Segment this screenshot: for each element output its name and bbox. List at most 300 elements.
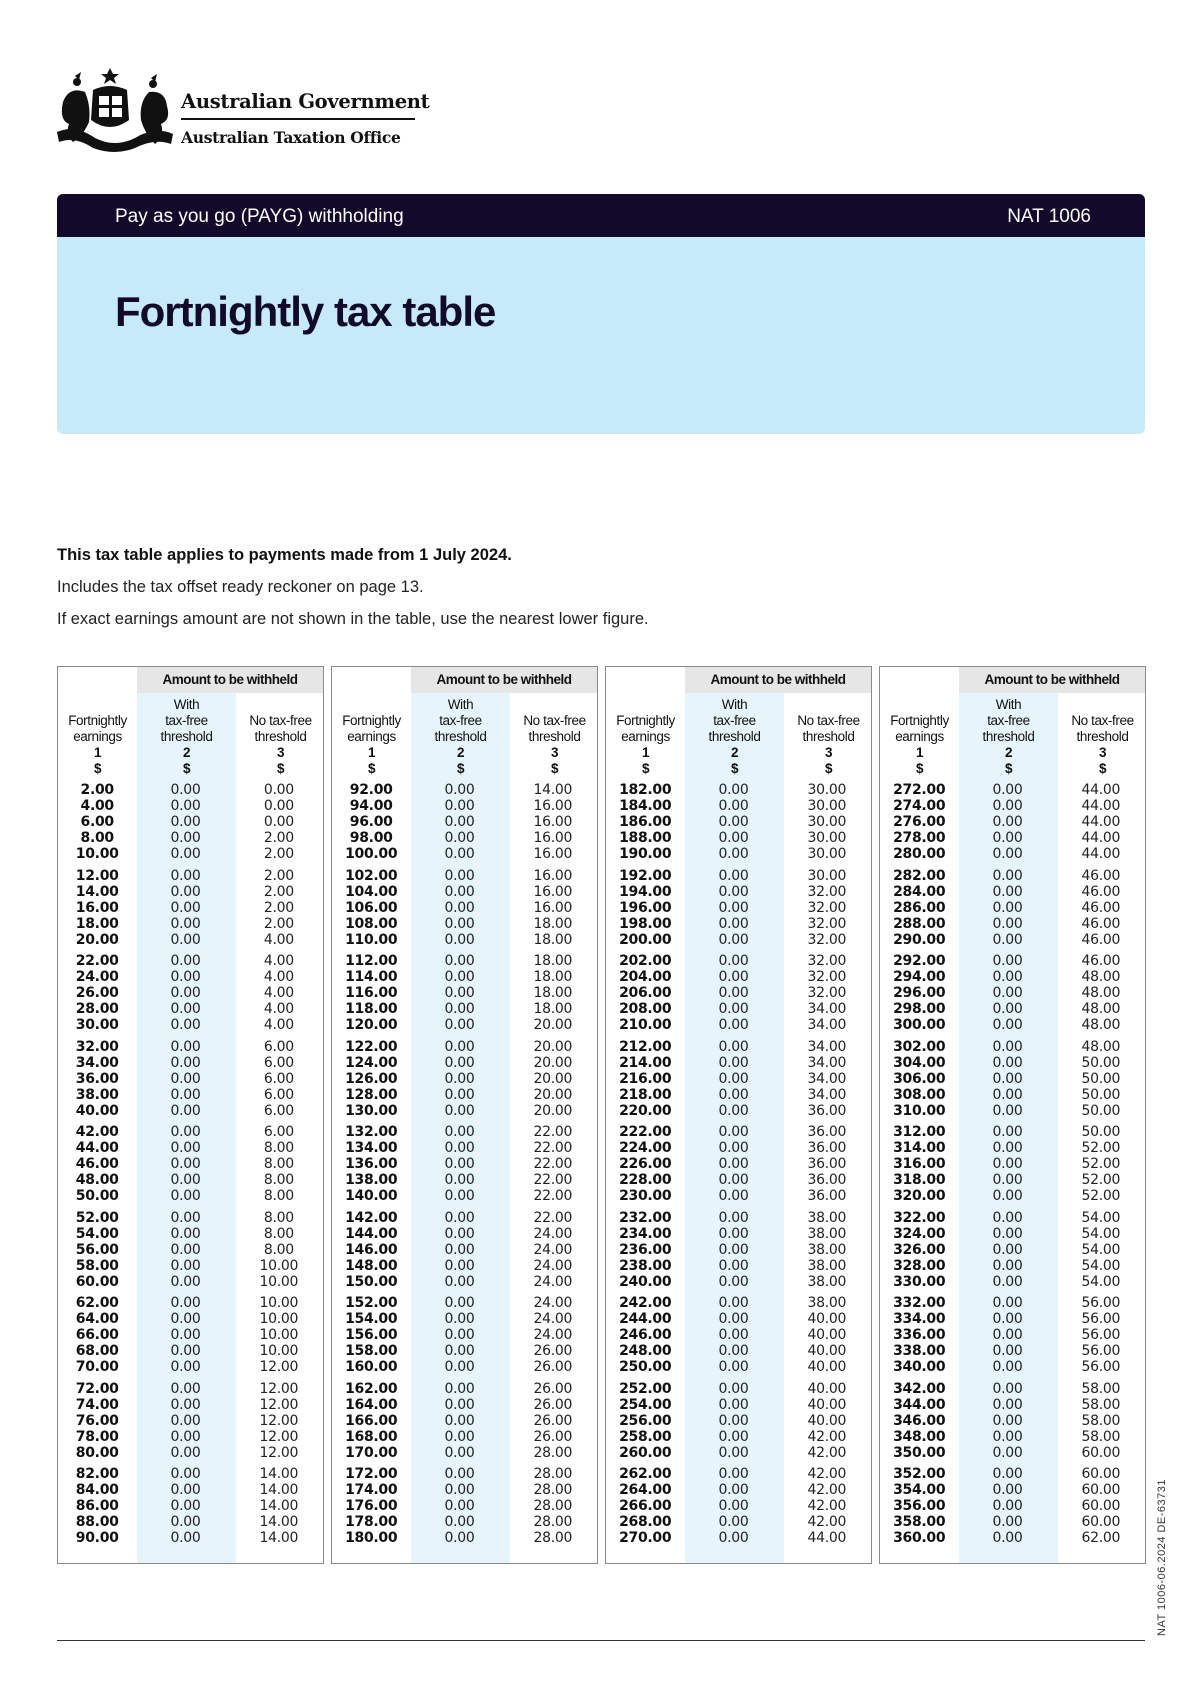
col3-line1: No tax-free bbox=[1071, 713, 1134, 728]
no-threshold-cell: 62.00 bbox=[1081, 1530, 1121, 1546]
no-threshold-cell: 20.00 bbox=[533, 1017, 573, 1033]
earnings-cell: 82.00 bbox=[75, 1466, 119, 1482]
table-row bbox=[880, 1327, 1145, 1343]
with-threshold-cell: 0.00 bbox=[170, 1209, 201, 1226]
no-threshold-column-header bbox=[784, 697, 872, 777]
with-threshold-cell: 0.00 bbox=[718, 1172, 749, 1188]
with-threshold-cell: 0.00 bbox=[444, 1225, 475, 1242]
no-threshold-cell: 6.00 bbox=[263, 1038, 294, 1055]
no-threshold-cell: 26.00 bbox=[533, 1396, 573, 1413]
no-threshold-cell: 20.00 bbox=[533, 1038, 573, 1055]
with-threshold-cell: 0.00 bbox=[170, 1086, 201, 1103]
no-threshold-cell: 58.00 bbox=[1081, 1380, 1121, 1397]
table-row bbox=[880, 1466, 1145, 1482]
with-threshold-cell: 0.00 bbox=[718, 953, 749, 969]
with-threshold-cell: 0.00 bbox=[170, 830, 201, 846]
earnings-cell: 312.00 bbox=[893, 1124, 946, 1140]
col3-number: 3 bbox=[1098, 745, 1107, 760]
no-threshold-cell: 56.00 bbox=[1081, 1359, 1121, 1375]
table-row bbox=[58, 1359, 323, 1375]
earnings-cell: 170.00 bbox=[345, 1444, 398, 1461]
with-threshold-cell: 0.00 bbox=[444, 985, 475, 1001]
table-row bbox=[332, 1017, 597, 1033]
with-threshold-cell: 0.00 bbox=[170, 1140, 201, 1156]
table-row bbox=[332, 1156, 597, 1172]
earnings-cell: 166.00 bbox=[345, 1412, 398, 1429]
table-row bbox=[58, 1210, 323, 1226]
with-threshold-cell: 0.00 bbox=[444, 1530, 475, 1546]
earnings-cell: 74.00 bbox=[75, 1396, 119, 1413]
no-threshold-cell: 18.00 bbox=[533, 915, 573, 932]
earnings-cell: 338.00 bbox=[893, 1343, 946, 1359]
earnings-cell: 178.00 bbox=[345, 1514, 398, 1530]
earnings-cell: 176.00 bbox=[345, 1498, 398, 1514]
no-threshold-cell: 18.00 bbox=[533, 985, 573, 1001]
earnings-cell: 252.00 bbox=[619, 1380, 672, 1397]
no-threshold-cell: 36.00 bbox=[807, 1156, 847, 1172]
with-threshold-cell: 0.00 bbox=[444, 1514, 475, 1530]
with-threshold-cell: 0.00 bbox=[992, 1209, 1023, 1226]
no-threshold-cell: 50.00 bbox=[1081, 1070, 1121, 1087]
with-threshold-cell: 0.00 bbox=[170, 1070, 201, 1087]
table-row bbox=[606, 782, 871, 798]
table-row bbox=[332, 1001, 597, 1017]
no-threshold-cell: 34.00 bbox=[807, 1054, 847, 1071]
table-row bbox=[606, 953, 871, 969]
no-threshold-cell: 8.00 bbox=[263, 1241, 294, 1258]
table-row bbox=[332, 1381, 597, 1397]
no-threshold-cell: 10.00 bbox=[259, 1273, 299, 1290]
col2-number: 2 bbox=[730, 745, 739, 760]
table-row bbox=[58, 1295, 323, 1311]
earnings-cell: 150.00 bbox=[345, 1273, 398, 1290]
col2-line2: tax-free bbox=[439, 713, 482, 728]
table-row bbox=[606, 1188, 871, 1204]
col1-currency: $ bbox=[93, 761, 102, 776]
table-row bbox=[880, 953, 1145, 969]
with-threshold-cell: 0.00 bbox=[444, 1359, 475, 1375]
no-threshold-cell: 34.00 bbox=[807, 1017, 847, 1033]
table-row bbox=[880, 1413, 1145, 1429]
with-threshold-cell: 0.00 bbox=[170, 867, 201, 884]
agency-logo bbox=[55, 62, 430, 154]
no-threshold-cell: 54.00 bbox=[1081, 1225, 1121, 1242]
table-row bbox=[880, 1055, 1145, 1071]
with-threshold-cell: 0.00 bbox=[444, 1070, 475, 1087]
table-row bbox=[606, 1429, 871, 1445]
with-threshold-cell: 0.00 bbox=[444, 915, 475, 932]
col2-line2: tax-free bbox=[713, 713, 756, 728]
no-threshold-cell: 20.00 bbox=[533, 1086, 573, 1103]
earnings-cell: 346.00 bbox=[893, 1412, 946, 1429]
with-threshold-cell: 0.00 bbox=[992, 883, 1023, 900]
with-threshold-cell: 0.00 bbox=[170, 883, 201, 900]
earnings-cell: 12.00 bbox=[75, 867, 119, 884]
with-threshold-cell: 0.00 bbox=[444, 1241, 475, 1258]
table-row bbox=[58, 1172, 323, 1188]
with-threshold-cell: 0.00 bbox=[992, 1327, 1023, 1343]
no-threshold-cell: 38.00 bbox=[807, 1257, 847, 1274]
col3-line2: threshold bbox=[528, 729, 581, 744]
table-rows bbox=[58, 782, 323, 1552]
no-threshold-cell: 12.00 bbox=[259, 1412, 299, 1429]
table-row bbox=[58, 1343, 323, 1359]
col2-line2: tax-free bbox=[987, 713, 1030, 728]
with-threshold-cell: 0.00 bbox=[992, 1038, 1023, 1055]
earnings-cell: 60.00 bbox=[75, 1273, 119, 1290]
table-row bbox=[606, 1445, 871, 1461]
with-threshold-cell: 0.00 bbox=[444, 1428, 475, 1445]
with-threshold-cell: 0.00 bbox=[718, 1412, 749, 1429]
earnings-cell: 48.00 bbox=[75, 1172, 119, 1188]
table-row bbox=[606, 814, 871, 830]
earnings-cell: 268.00 bbox=[619, 1514, 672, 1530]
table-row bbox=[606, 1295, 871, 1311]
no-threshold-cell: 60.00 bbox=[1081, 1482, 1121, 1498]
earnings-cell: 360.00 bbox=[893, 1530, 946, 1546]
with-threshold-cell: 0.00 bbox=[170, 1380, 201, 1397]
earnings-cell: 180.00 bbox=[345, 1530, 398, 1546]
with-threshold-cell: 0.00 bbox=[718, 1482, 749, 1498]
no-threshold-cell: 22.00 bbox=[533, 1140, 573, 1156]
with-threshold-cell: 0.00 bbox=[444, 1172, 475, 1188]
with-threshold-column-header bbox=[411, 697, 510, 777]
amount-withheld-heading: Amount to be withheld bbox=[959, 667, 1145, 693]
no-threshold-cell: 14.00 bbox=[259, 1466, 299, 1482]
no-threshold-cell: 22.00 bbox=[533, 1172, 573, 1188]
no-threshold-cell: 4.00 bbox=[263, 969, 294, 985]
col3-number: 3 bbox=[550, 745, 559, 760]
with-threshold-cell: 0.00 bbox=[444, 782, 475, 798]
table-row bbox=[606, 1530, 871, 1546]
with-threshold-cell: 0.00 bbox=[444, 1444, 475, 1461]
no-threshold-cell: 36.00 bbox=[807, 1124, 847, 1140]
table-row bbox=[880, 1514, 1145, 1530]
col2-line3: threshold bbox=[434, 729, 487, 744]
table-row bbox=[606, 1482, 871, 1498]
col2-number: 2 bbox=[456, 745, 465, 760]
earnings-cell: 334.00 bbox=[893, 1311, 946, 1327]
table-row bbox=[880, 1530, 1145, 1546]
tax-table-block-1 bbox=[57, 666, 324, 1564]
with-threshold-cell: 0.00 bbox=[718, 1070, 749, 1087]
logo-divider bbox=[181, 118, 415, 120]
earnings-cell: 258.00 bbox=[619, 1428, 672, 1445]
no-threshold-cell: 16.00 bbox=[533, 867, 573, 884]
table-row bbox=[880, 1124, 1145, 1140]
page-title: Fortnightly tax table bbox=[115, 288, 496, 335]
earnings-cell: 260.00 bbox=[619, 1444, 672, 1461]
no-threshold-cell: 2.00 bbox=[263, 867, 294, 884]
no-threshold-cell: 24.00 bbox=[533, 1327, 573, 1343]
earnings-cell: 108.00 bbox=[345, 915, 398, 932]
no-threshold-cell: 12.00 bbox=[259, 1428, 299, 1445]
earnings-cell: 340.00 bbox=[893, 1359, 946, 1375]
earnings-cell: 276.00 bbox=[893, 814, 946, 830]
no-threshold-cell: 20.00 bbox=[533, 1102, 573, 1119]
col1-number: 1 bbox=[93, 745, 102, 760]
table-row bbox=[880, 830, 1145, 846]
no-threshold-cell: 14.00 bbox=[259, 1514, 299, 1530]
table-row bbox=[880, 900, 1145, 916]
with-threshold-cell: 0.00 bbox=[170, 899, 201, 916]
earnings-cell: 32.00 bbox=[75, 1038, 119, 1055]
col2-line1: With bbox=[995, 697, 1022, 712]
no-threshold-cell: 32.00 bbox=[807, 915, 847, 932]
earnings-cell: 314.00 bbox=[893, 1140, 946, 1156]
table-row bbox=[332, 1087, 597, 1103]
table-row bbox=[880, 814, 1145, 830]
earnings-cell: 182.00 bbox=[619, 782, 672, 798]
with-threshold-cell: 0.00 bbox=[170, 1327, 201, 1343]
no-threshold-cell: 26.00 bbox=[533, 1343, 573, 1359]
earnings-column-header bbox=[58, 697, 137, 777]
earnings-cell: 44.00 bbox=[75, 1140, 119, 1156]
earnings-cell: 320.00 bbox=[893, 1188, 946, 1204]
table-row bbox=[880, 1156, 1145, 1172]
col1-line1: Fortnightly bbox=[342, 713, 401, 728]
table-row bbox=[58, 1156, 323, 1172]
table-row bbox=[606, 1017, 871, 1033]
earnings-cell: 120.00 bbox=[345, 1017, 398, 1033]
table-row bbox=[58, 1188, 323, 1204]
no-threshold-cell: 4.00 bbox=[263, 931, 294, 948]
with-threshold-cell: 0.00 bbox=[992, 1412, 1023, 1429]
with-threshold-column-header bbox=[685, 697, 784, 777]
table-row bbox=[606, 1172, 871, 1188]
footer-rule bbox=[57, 1640, 1145, 1641]
with-threshold-cell: 0.00 bbox=[718, 1530, 749, 1546]
earnings-cell: 162.00 bbox=[345, 1380, 398, 1397]
with-threshold-cell: 0.00 bbox=[444, 1156, 475, 1172]
publication-code: NAT 1006-06.2024 DE-63731 bbox=[1156, 1478, 1168, 1636]
no-threshold-cell: 8.00 bbox=[263, 1156, 294, 1172]
no-threshold-cell: 48.00 bbox=[1081, 1017, 1121, 1033]
with-threshold-cell: 0.00 bbox=[718, 1295, 749, 1311]
no-threshold-cell: 54.00 bbox=[1081, 1241, 1121, 1258]
intro-applies: This tax table applies to payments made from 1 July 2024. bbox=[57, 546, 512, 564]
earnings-cell: 286.00 bbox=[893, 899, 946, 916]
no-threshold-cell: 56.00 bbox=[1081, 1311, 1121, 1327]
table-row bbox=[58, 1039, 323, 1055]
with-threshold-cell: 0.00 bbox=[170, 1444, 201, 1461]
with-threshold-cell: 0.00 bbox=[444, 1001, 475, 1017]
earnings-cell: 8.00 bbox=[80, 830, 114, 846]
no-threshold-cell: 0.00 bbox=[263, 798, 294, 814]
with-threshold-cell: 0.00 bbox=[444, 846, 475, 862]
earnings-cell: 350.00 bbox=[893, 1444, 946, 1461]
earnings-cell: 210.00 bbox=[619, 1017, 672, 1033]
earnings-cell: 110.00 bbox=[345, 931, 398, 948]
earnings-cell: 18.00 bbox=[75, 915, 119, 932]
with-threshold-cell: 0.00 bbox=[444, 1343, 475, 1359]
no-threshold-cell: 6.00 bbox=[263, 1124, 294, 1140]
no-threshold-cell: 18.00 bbox=[533, 1001, 573, 1017]
earnings-cell: 348.00 bbox=[893, 1428, 946, 1445]
earnings-cell: 196.00 bbox=[619, 899, 672, 916]
with-threshold-cell: 0.00 bbox=[992, 1343, 1023, 1359]
with-threshold-cell: 0.00 bbox=[170, 1466, 201, 1482]
table-row bbox=[606, 1226, 871, 1242]
table-row bbox=[58, 1498, 323, 1514]
with-threshold-cell: 0.00 bbox=[170, 1412, 201, 1429]
earnings-cell: 356.00 bbox=[893, 1498, 946, 1514]
no-threshold-cell: 16.00 bbox=[533, 899, 573, 916]
table-row bbox=[58, 900, 323, 916]
with-threshold-cell: 0.00 bbox=[718, 931, 749, 948]
series-name: Pay as you go (PAYG) withholding bbox=[115, 206, 404, 227]
earnings-cell: 254.00 bbox=[619, 1396, 672, 1413]
with-threshold-cell: 0.00 bbox=[718, 1001, 749, 1017]
no-threshold-cell: 40.00 bbox=[807, 1359, 847, 1375]
table-row bbox=[58, 1429, 323, 1445]
earnings-cell: 6.00 bbox=[80, 814, 114, 830]
col2-line2: tax-free bbox=[165, 713, 208, 728]
with-threshold-cell: 0.00 bbox=[170, 1257, 201, 1274]
table-row bbox=[58, 1397, 323, 1413]
no-threshold-cell: 40.00 bbox=[807, 1396, 847, 1413]
earnings-cell: 188.00 bbox=[619, 830, 672, 846]
with-threshold-cell: 0.00 bbox=[444, 1086, 475, 1103]
no-threshold-cell: 12.00 bbox=[259, 1396, 299, 1413]
with-threshold-cell: 0.00 bbox=[170, 1311, 201, 1327]
with-threshold-cell: 0.00 bbox=[718, 1038, 749, 1055]
table-row bbox=[880, 1087, 1145, 1103]
earnings-cell: 218.00 bbox=[619, 1086, 672, 1103]
earnings-cell: 70.00 bbox=[75, 1359, 119, 1375]
no-threshold-cell: 48.00 bbox=[1081, 969, 1121, 985]
with-threshold-cell: 0.00 bbox=[444, 1327, 475, 1343]
table-row bbox=[58, 1381, 323, 1397]
no-threshold-cell: 46.00 bbox=[1081, 867, 1121, 884]
no-threshold-column-header bbox=[236, 697, 324, 777]
with-threshold-cell: 0.00 bbox=[718, 1273, 749, 1290]
no-threshold-cell: 22.00 bbox=[533, 1156, 573, 1172]
no-threshold-cell: 52.00 bbox=[1081, 1156, 1121, 1172]
no-threshold-cell: 14.00 bbox=[259, 1530, 299, 1546]
table-row bbox=[58, 868, 323, 884]
earnings-cell: 2.00 bbox=[80, 782, 114, 798]
earnings-cell: 280.00 bbox=[893, 846, 946, 862]
with-threshold-cell: 0.00 bbox=[444, 953, 475, 969]
no-threshold-cell: 42.00 bbox=[807, 1514, 847, 1530]
no-threshold-cell: 56.00 bbox=[1081, 1343, 1121, 1359]
no-threshold-cell: 24.00 bbox=[533, 1295, 573, 1311]
table-row bbox=[880, 932, 1145, 948]
table-row bbox=[880, 1311, 1145, 1327]
table-row bbox=[880, 985, 1145, 1001]
no-threshold-cell: 6.00 bbox=[263, 1086, 294, 1103]
col1-currency: $ bbox=[367, 761, 376, 776]
table-row bbox=[332, 953, 597, 969]
earnings-cell: 30.00 bbox=[75, 1017, 119, 1033]
no-threshold-cell: 44.00 bbox=[1081, 814, 1121, 830]
table-row bbox=[606, 916, 871, 932]
with-threshold-cell: 0.00 bbox=[718, 883, 749, 900]
with-threshold-cell: 0.00 bbox=[170, 915, 201, 932]
no-threshold-cell: 28.00 bbox=[533, 1530, 573, 1546]
with-threshold-cell: 0.00 bbox=[170, 814, 201, 830]
earnings-cell: 138.00 bbox=[345, 1172, 398, 1188]
earnings-cell: 24.00 bbox=[75, 969, 119, 985]
earnings-cell: 154.00 bbox=[345, 1311, 398, 1327]
no-threshold-cell: 18.00 bbox=[533, 931, 573, 948]
no-threshold-cell: 50.00 bbox=[1081, 1086, 1121, 1103]
with-threshold-cell: 0.00 bbox=[444, 1102, 475, 1119]
table-row bbox=[880, 884, 1145, 900]
table-row bbox=[332, 1055, 597, 1071]
col2-number: 2 bbox=[1004, 745, 1013, 760]
with-threshold-cell: 0.00 bbox=[718, 1327, 749, 1343]
earnings-cell: 20.00 bbox=[75, 931, 119, 948]
with-threshold-cell: 0.00 bbox=[170, 1359, 201, 1375]
table-row bbox=[606, 1071, 871, 1087]
earnings-cell: 14.00 bbox=[75, 883, 119, 900]
no-threshold-cell: 6.00 bbox=[263, 1054, 294, 1071]
earnings-cell: 118.00 bbox=[345, 1001, 398, 1017]
col3-line2: threshold bbox=[1076, 729, 1129, 744]
with-threshold-cell: 0.00 bbox=[718, 1359, 749, 1375]
col3-currency: $ bbox=[1098, 761, 1107, 776]
col1-number: 1 bbox=[915, 745, 924, 760]
with-threshold-cell: 0.00 bbox=[170, 1273, 201, 1290]
with-threshold-cell: 0.00 bbox=[992, 1273, 1023, 1290]
intro-reckoner: Includes the tax offset ready reckoner on page 13. bbox=[57, 578, 424, 596]
table-row bbox=[880, 1295, 1145, 1311]
earnings-cell: 296.00 bbox=[893, 985, 946, 1001]
with-threshold-cell: 0.00 bbox=[992, 1482, 1023, 1498]
with-threshold-cell: 0.00 bbox=[718, 1209, 749, 1226]
with-threshold-cell: 0.00 bbox=[170, 1017, 201, 1033]
earnings-cell: 224.00 bbox=[619, 1140, 672, 1156]
earnings-cell: 58.00 bbox=[75, 1257, 119, 1274]
with-threshold-cell: 0.00 bbox=[444, 1273, 475, 1290]
no-threshold-cell: 30.00 bbox=[807, 814, 847, 830]
table-row bbox=[332, 969, 597, 985]
table-row bbox=[880, 1498, 1145, 1514]
col3-currency: $ bbox=[824, 761, 833, 776]
with-threshold-cell: 0.00 bbox=[718, 1102, 749, 1119]
with-threshold-cell: 0.00 bbox=[444, 814, 475, 830]
no-threshold-cell: 8.00 bbox=[263, 1188, 294, 1204]
no-threshold-cell: 42.00 bbox=[807, 1444, 847, 1461]
earnings-cell: 342.00 bbox=[893, 1380, 946, 1397]
table-row bbox=[58, 1001, 323, 1017]
table-row bbox=[880, 1274, 1145, 1290]
col3-currency: $ bbox=[276, 761, 285, 776]
earnings-cell: 244.00 bbox=[619, 1311, 672, 1327]
earnings-cell: 290.00 bbox=[893, 931, 946, 948]
earnings-cell: 284.00 bbox=[893, 883, 946, 900]
table-row bbox=[332, 1343, 597, 1359]
col1-currency: $ bbox=[915, 761, 924, 776]
earnings-cell: 242.00 bbox=[619, 1295, 672, 1311]
col3-currency: $ bbox=[550, 761, 559, 776]
table-row bbox=[880, 1172, 1145, 1188]
col2-number: 2 bbox=[182, 745, 191, 760]
no-threshold-cell: 30.00 bbox=[807, 830, 847, 846]
with-threshold-cell: 0.00 bbox=[992, 1514, 1023, 1530]
table-row bbox=[58, 1327, 323, 1343]
no-threshold-cell: 40.00 bbox=[807, 1311, 847, 1327]
earnings-cell: 168.00 bbox=[345, 1428, 398, 1445]
earnings-cell: 104.00 bbox=[345, 883, 398, 900]
no-threshold-cell: 60.00 bbox=[1081, 1466, 1121, 1482]
no-threshold-cell: 24.00 bbox=[533, 1225, 573, 1242]
with-threshold-cell: 0.00 bbox=[992, 985, 1023, 1001]
no-threshold-cell: 26.00 bbox=[533, 1428, 573, 1445]
table-row bbox=[606, 1242, 871, 1258]
